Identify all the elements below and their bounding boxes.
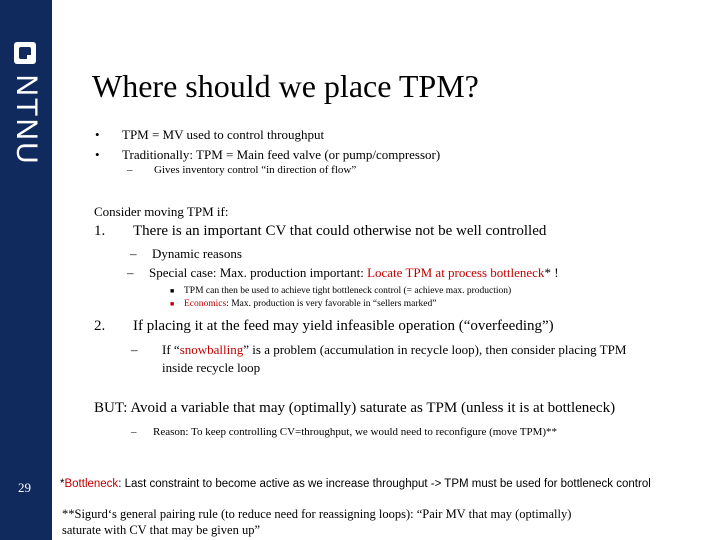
bullet-subitem-text: Gives inventory control “in direction of flow”: [154, 164, 357, 176]
dash-marker: –: [130, 246, 137, 261]
bullet-marker: •: [95, 147, 100, 162]
logo-text: NTNU: [10, 74, 43, 166]
dash-text-line2: inside recycle loop: [162, 360, 261, 375]
item-text: There is an important CV that could otherwise not be well controlled: [133, 223, 547, 239]
square-item-text: TPM can then be used to achieve tight bottleneck control (= achieve max. production): [184, 286, 512, 296]
highlight-text: Bottleneck: [64, 478, 119, 490]
consider-heading: Consider moving TPM if:: [94, 204, 229, 219]
dash-item: [131, 341, 626, 377]
ntnu-logo-icon: [14, 42, 36, 64]
dash-text: ” is a problem (accumulation in recycle loop), then consider placing TPM: [243, 342, 627, 357]
dash-text: Dynamic reasons: [152, 246, 242, 261]
numbered-item-1: [94, 223, 546, 240]
bullet-text: Traditionally: TPM = Main feed valve (or pump/compressor): [122, 147, 441, 162]
footnote-text: : Last constraint to become active as we increase throughput -> TPM must be used for bottleneck control: [118, 478, 651, 490]
but-statement: BUT: Avoid a variable that may (optimally) saturate as TPM (unless it is at bottleneck): [94, 400, 616, 416]
pairing-rule-note: [62, 506, 662, 538]
bullet-item: [95, 145, 440, 165]
dash-item: [130, 246, 242, 262]
sidebar: [0, 0, 52, 540]
bullet-subitem: [127, 164, 356, 176]
bullet-item: [95, 125, 440, 145]
pairing-rule-line: saturate with CV that may be given up”: [62, 523, 260, 537]
highlight-text: Economics: [184, 299, 227, 309]
dash-marker: –: [131, 342, 138, 357]
square-bullet-icon: ■: [170, 287, 175, 295]
square-bullet-icon: ■: [170, 300, 175, 308]
bullet-list: [95, 125, 440, 165]
square-item: [170, 286, 511, 296]
dash-marker: –: [131, 426, 137, 438]
item-number: 2.: [94, 318, 106, 334]
dash-item: [127, 265, 559, 281]
reason-item: [131, 426, 557, 438]
numbered-item-2: [94, 318, 554, 335]
highlight-text: snowballing: [179, 342, 244, 357]
item-text: If placing it at the feed may yield infeasible operation (“overfeeding”): [133, 318, 554, 334]
dash-marker: –: [127, 265, 134, 280]
bullet-text: TPM = MV used to control throughput: [122, 127, 325, 142]
footnote: [60, 478, 651, 490]
square-item-text: : Max. production is very favorable in “sellers marked”: [226, 299, 437, 309]
slide-number: 29: [18, 480, 31, 495]
dash-marker: –: [127, 164, 133, 176]
footnote-star: *: [60, 478, 65, 490]
item-number: 1.: [94, 223, 106, 239]
bullet-marker: •: [95, 127, 100, 142]
dash-text-suffix: * !: [544, 265, 559, 280]
reason-text: Reason: To keep controlling CV=throughput, we would need to reconfigure (move TPM)**: [153, 426, 558, 438]
highlight-text: Locate TPM at process bottleneck: [367, 265, 545, 280]
slide-title: Where should we place TPM?: [92, 68, 479, 104]
square-item: [170, 299, 436, 309]
pairing-rule-line: **Sigurd‘s general pairing rule (to reduce need for reassigning loops): “Pair MV that may (optimally): [62, 507, 572, 521]
dash-text: Special case: Max. production important:: [149, 265, 368, 280]
dash-text: If “: [162, 342, 180, 357]
